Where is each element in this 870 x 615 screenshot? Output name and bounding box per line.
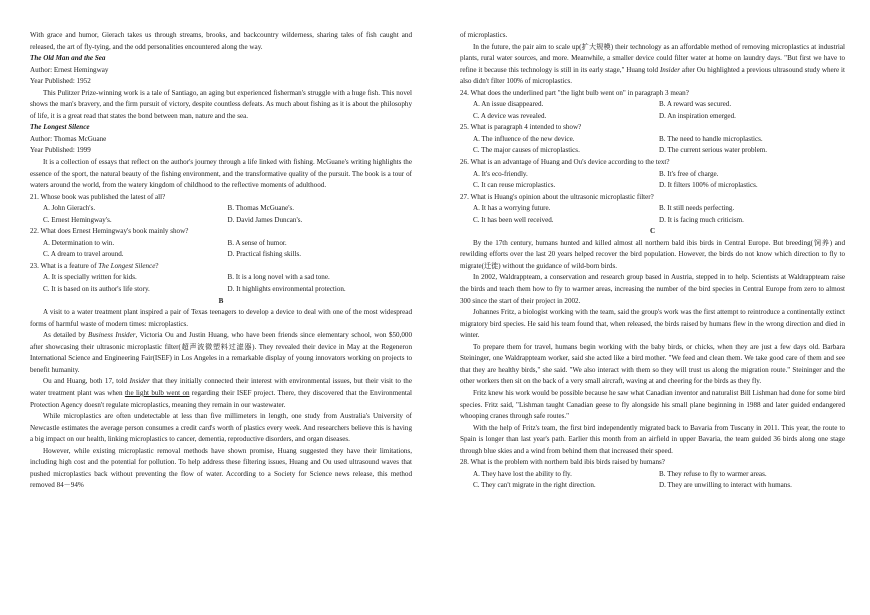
option-a: A. It has a worrying future.	[473, 204, 551, 213]
right-column	[460, 30, 845, 492]
option-d: D. It filters 100% of microplastics.	[659, 181, 758, 190]
question-options	[30, 238, 412, 261]
option-d: D. An inspiration emerged.	[659, 111, 736, 120]
question-stem: 27. What is Huang's opinion about the ultrasonic microplastic filter?	[460, 192, 654, 201]
option-d: D. They are unwilling to interact with humans.	[659, 481, 792, 490]
passage-paragraph: By the 17th century, humans hunted and killed almost all northern bald ibis birds in Central Europe. But breeding(饲养) and rewilding efforts over the last 20 years helped recover the bird population. However, the birds do not know which direction to fly to migrate(迁徙) without the guidance of wild-born birds.	[460, 238, 845, 270]
book-author: Author: Thomas McGuane	[30, 134, 107, 143]
option-c: C. It can reuse microplastics.	[473, 181, 556, 190]
option-c: C. The major causes of microplastics.	[473, 146, 580, 155]
question-options	[460, 99, 845, 122]
book-year: Year Published: 1952	[30, 77, 91, 86]
option-a: A. An issue disappeared.	[473, 100, 544, 109]
option-a: A. The influence of the new device.	[473, 134, 575, 143]
underlined-phrase: the light bulb went on	[124, 388, 190, 397]
option-c: C. It is based on its author's life story.	[43, 285, 150, 294]
passage-paragraph: However, while existing microplastic removal methods have shown promise, Huang suggested they have their limitations, including high cost and the potential for pollution. To help address these filtering issues, Huang and Ou used ultrasound waves that pushed microplastics back without preventing the flow of water. According to a Society for Science news release, this method removed 84－94%	[30, 446, 412, 490]
intro-paragraph: With grace and humor, Gierach takes us through streams, brooks, and backcountry wilderness, sharing tales of fish caught and released, the art of fly-tying, and the odd personalities encountered along the way.	[30, 31, 412, 51]
option-b: B. The need to handle microplastics.	[659, 134, 763, 143]
option-a: A. It's eco-friendly.	[473, 169, 528, 178]
option-b: B. It's free of charge.	[659, 169, 719, 178]
passage-paragraph: Fritz knew his work would be possible because he saw what Canadian inventor and naturalist Bill Lishman had done for some bird species. Fritz said, "Lishman taught Canadian geese to fly alongside his small plane beginning in 1988 and later guided endangered whooping cranes through safe routes."	[460, 388, 845, 421]
passage-paragraph: In the future, the pair aim to scale up(扩大规模) their technology as an affordable method of removing microplastics at industrial plants, rural water sources, and more. Meanwhile, a smaller device could filter water at home on laundry days. "But first we have to refine it because this technology is still in its early stage," Huang told Insider after Ou highlighted a previous ultrasound study where it also didn't filter 100% of microplastics.	[460, 42, 845, 86]
question-options	[30, 272, 412, 295]
book-title: The Old Man and the Sea	[30, 54, 106, 63]
option-b: B. They refuse to fly to warmer areas.	[659, 469, 767, 478]
question-options	[460, 134, 845, 157]
option-d: D. It highlights environmental protection.	[227, 285, 346, 294]
option-b: B. A reward was secured.	[659, 100, 732, 109]
passage-continuation: of microplastics.	[460, 31, 508, 39]
passage-paragraph: Johannes Fritz, a biologist working with the team, said the group's work was the first attempt to reintroduce a continentally extinct migratory bird species. He said his team found that, when released, the birds raised by humans flew in the wrong direction and died in winter.	[460, 308, 845, 340]
option-b: B. It still needs perfecting.	[659, 204, 735, 213]
question-stem: 25. What is paragraph 4 intended to show?	[460, 123, 582, 132]
section-heading: C	[649, 227, 656, 236]
option-b: B. A sense of humor.	[227, 238, 287, 247]
passage-paragraph: With the help of Fritz's team, the first bird independently migrated back to Bavaria from Tuscany in 2011. This year, the route to Spain is longer than last year's path. Earlier this month from an airfield in upper Bavaria, the team guided 36 birds along one stage through blue skies and a wind from behind them that increased their speed.	[460, 423, 845, 455]
book-description: This Pulitzer Prize-winning work is a tale of Santiago, an aging but experienced fisherman's struggle with a huge fish. This novel shows the man's bravery, and the firm pursuit of victory, despite countless defeats. As much about fishing as it is about the philosophy of life, it is a great read that states the bond between man, nature and the sea.	[30, 88, 412, 120]
question-stem: 26. What is an advantage of Huang and Ou's device according to the text?	[460, 158, 670, 167]
option-d: D. It is facing much criticism.	[659, 215, 744, 224]
passage-paragraph: While microplastics are often undetectable at less than five millimeters in length, one study from Australia's University of Newcastle estimates the average person consumes a credit card's worth of plastics every week. And researchers believe this is having a big impact on our health, linking microplastics to cancer, dementia, reproductive disorders, and organ diseases.	[30, 412, 412, 444]
option-c: C. A device was revealed.	[473, 111, 547, 120]
option-a: A. It is specially written for kids.	[43, 273, 137, 282]
passage-paragraph: Ou and Huang, both 17, told Insider that they initially connected their interest with environmental issues, but their visit to the water treatment plant was when the light bulb went on regarding their ISEF project. There, they discovered that the Environmental Protection Agency doesn't regulate microplastics, meaning they remain in our wastewater.	[30, 377, 412, 409]
option-d: D. Practical fishing skills.	[227, 250, 301, 259]
question-stem: 22. What does Ernest Hemingway's book mainly show?	[30, 227, 189, 236]
question-stem: 28. What is the problem with northern bald ibis birds raised by humans?	[460, 458, 665, 467]
left-column	[30, 30, 412, 492]
question-stem: 24. What does the underlined part "the light bulb went on" in paragraph 3 mean?	[460, 88, 689, 97]
option-b: B. Thomas McGuane's.	[227, 204, 295, 213]
option-d: D. David James Duncan's.	[227, 215, 303, 224]
question-options	[30, 203, 412, 226]
option-a: A. Determination to win.	[43, 238, 115, 247]
passage-paragraph: To prepare them for travel, humans begin working with the baby birds, or chicks, when they are just a few days old. Barbara Steininger, one Waldrappteam worker, said she acted like a bird mother. "We feed and clean them. We take good care of them and see that they are healthy birds," she said. "We also interact with them so they will trust us along the migration route." Steininger and the other workers then sit on the back of a very small aircraft, waving at and cheering for the birds as they fly.	[460, 342, 845, 386]
question-stem: 23. What is a feature of The Longest Silence?	[30, 261, 159, 270]
book-author: Author: Ernest Hemingway	[30, 65, 109, 74]
passage-paragraph: As detailed by Business Insider, Victoria Ou and Justin Huang, who have been friends since elementary school, won $50,000 after showcasing their ultrasonic microplastic filter(超声波微塑料过滤器). They revealed their device in May at the Regeneron International Science and Engineering Fair(ISEF) in Los Angeles in a remarkable display of young innovators working on projects to benefit humanity.	[30, 331, 413, 374]
option-c: C. A dream to travel around.	[43, 250, 124, 259]
question-options	[460, 203, 845, 226]
question-options	[460, 169, 845, 192]
question-stem: 21. Whose book was published the latest of all?	[30, 192, 166, 201]
section-heading: B	[218, 296, 224, 305]
option-c: C. It has been well received.	[473, 215, 554, 224]
option-d: D. The current serious water problem.	[659, 146, 768, 155]
passage-paragraph: A visit to a water treatment plant inspired a pair of Texas teenagers to develop a device to deal with one of the most widespread forms of harmful waste of modern times: microplastics.	[30, 308, 412, 328]
passage-paragraph: In 2002, Waldrappteam, a conservation and research group based in Austria, stepped in to help. Scientists at Waldrappteam raise the birds and teach them how to fly to warmer areas, increasing the number of the bird species in Central Europe from zero to almost 300 since the start of their project in 2002.	[460, 273, 845, 305]
option-c: C. Ernest Hemingway's.	[43, 215, 112, 224]
book-title: The Longest Silence	[30, 123, 90, 132]
book-description: It is a collection of essays that reflect on the author's journey through a life linked with fishing. McGuane's writing highlights the essence of the sport, the natural beauty of the fishing environment, and the transformative quality of the pursuit. The book is a tour of waters around the world, from the watery kingdom of childhood to the reflective moments of adulthood.	[30, 158, 412, 190]
book-year: Year Published: 1999	[30, 146, 91, 155]
question-options	[460, 469, 845, 492]
option-b: B. It is a long novel with a sad tone.	[227, 273, 330, 282]
option-c: C. They can't migrate in the right direction.	[473, 481, 596, 490]
option-a: A. They have lost the ability to fly.	[473, 469, 572, 478]
option-a: A. John Gierach's.	[43, 204, 96, 213]
